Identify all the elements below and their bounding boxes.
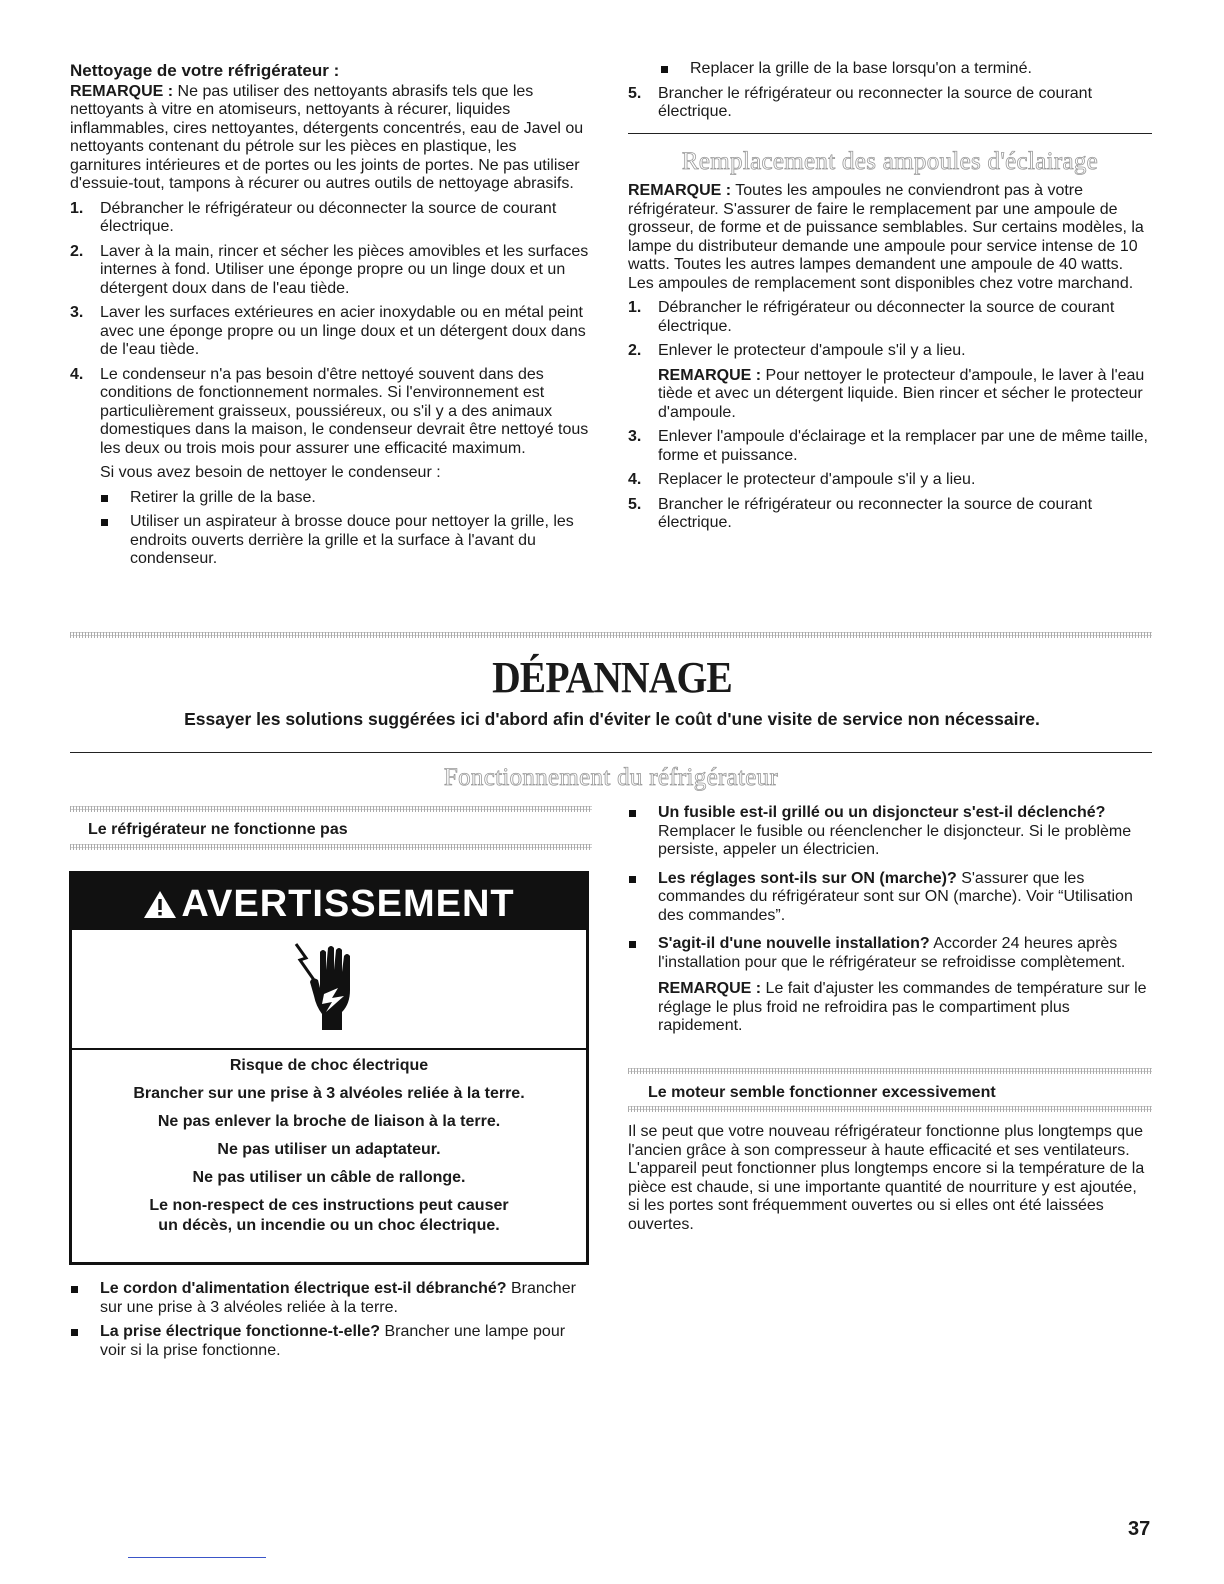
list-item: Le cordon d'alimentation électrique est-il débranché? Brancher sur une prise à 3 alvéoles reliée à la terre.	[70, 1280, 592, 1317]
cleaning-section	[70, 62, 592, 575]
warning-line: Ne pas utiliser un adaptateur.	[217, 1141, 441, 1158]
motor-paragraph: Il se peut que votre nouveau réfrigérateur fonctionne plus longtemps que l'ancien grâce à son compresseur à haute efficacité et ses ventilateurs. L'appareil peut fonctionner plus longtemps encore si la température de la pièce est chaude, si une importante quantité de nourriture y est ajoutée, si les portes sont fréquemment ouvertes ou si elles ont été laissées ouvertes.	[628, 1123, 1145, 1233]
warning-line: Ne pas enlever la broche de liaison à la terre.	[157, 1113, 501, 1130]
note-label: REMARQUE :	[628, 182, 732, 199]
warning-text	[72, 1054, 586, 1236]
subhead-not-working: Le réfrigérateur ne fonctionne pas	[88, 821, 348, 838]
warning-line: un décès, un incendie ou un choc électrique.	[158, 1217, 500, 1234]
footer-line	[128, 1557, 266, 1558]
bulb-steps	[628, 299, 1152, 533]
right-top-section	[628, 60, 1152, 128]
cleaning-steps	[70, 200, 592, 569]
list-item: Un fusible est-il grillé ou un disjoncteur s'est-il déclenché? Remplacer le fusible ou réenclencher le disjoncteur. Si le problème persiste, appeler un électricien.	[628, 804, 1152, 860]
warning-header: AVERTISSEMENT	[72, 874, 586, 930]
list-item: 4. Replacer le protecteur d'ampoule s'il y a lieu.	[628, 471, 976, 488]
dotted-divider	[628, 1068, 1152, 1074]
note-text: Toutes les ampoules ne conviendront pas à votre réfrigérateur. S'assurer de faire le remplacement par une ampoule de grosseur, de forme et de puissance semblables. Sur certains modèles, la lampe du distributeur demande une ampoule pour service intense de 10 watts. Toutes les autres lampes demandent une ampoule de 40 watts. Les ampoules de remplacement sont disponibles chez votre marchand.	[628, 182, 1144, 292]
dotted-divider	[628, 1106, 1152, 1112]
warning-icon-row	[72, 930, 586, 1048]
bulb-cover-note: REMARQUE : Pour nettoyer le protecteur d'ampoule, le laver à l'eau tiède et avec un détergent liquide. Bien rincer et sécher le protecteur d'ampoule.	[658, 366, 1145, 421]
electric-shock-hand-icon	[292, 940, 372, 1040]
dotted-divider	[70, 806, 592, 812]
note-text: Ne pas utiliser des nettoyants abrasifs tels que les nettoyants à vitre en atomiseurs, nettoyants à récurer, liquides inflammables, cires nettoyantes, détergents concentrés, eau de Javel ou nettoyants contenant du pétrole sur les pièces en plastique, les garnitures intérieures et de portes ou les joints de portes. Ne pas utiliser d'essuie-tout, tampons à récurer ou autres outils de nettoyage abrasifs.	[70, 82, 584, 192]
left-bottom-bullets	[70, 1280, 592, 1366]
divider	[72, 1048, 586, 1050]
list-item: 1. Débrancher le réfrigérateur ou déconnecter la source de courant électrique.	[628, 299, 1115, 335]
list-item: Utiliser un aspirateur à brosse douce pour nettoyer la grille, les endroits ouverts derrière la grille et la surface à l'avant du condenseur.	[100, 513, 592, 569]
section-title: Fonctionnement du réfrigérateur	[443, 764, 779, 791]
page-title: DÉPANNAGE	[492, 653, 732, 702]
list-item: Les réglages sont-ils sur ON (marche)? S'assurer que les commandes du réfrigérateur sont sur ON (marche). Voir “Utilisation des commandes”.	[628, 870, 1152, 926]
warning-line: Le non-respect de ces instructions peut causer	[149, 1197, 509, 1214]
list-item: 2. Enlever le protecteur d'ampoule s'il y a lieu. REMARQUE : Pour nettoyer le protecteur d'ampoule, le laver à l'eau tiède et avec un détergent liquide. Bien rincer et sécher le protecteur d'ampoule.	[628, 342, 1152, 422]
bulb-note	[628, 182, 1152, 293]
checklist	[628, 804, 1152, 1036]
checklist	[70, 1280, 592, 1360]
divider	[70, 752, 1152, 753]
dotted-divider	[70, 632, 1152, 638]
cleaning-heading: Nettoyage de votre réfrigérateur :	[70, 61, 340, 80]
list-item: 1. Débrancher le réfrigérateur ou déconnecter la source de courant électrique.	[70, 199, 557, 235]
warning-line: Ne pas utiliser un câble de rallonge.	[192, 1169, 466, 1186]
list-item: Replacer la grille de la base lorsqu'on a terminé.	[660, 60, 1152, 79]
divider	[628, 133, 1152, 134]
list-item: 5. Brancher le réfrigérateur ou reconnecter la source de courant électrique.	[628, 495, 1093, 531]
warning-line: Risque de choc électrique	[229, 1057, 429, 1074]
page-subtitle: Essayer les solutions suggérées ici d'abord afin d'éviter le coût d'une visite de service non nécessaire.	[184, 709, 1040, 729]
list-item: 2. Laver à la main, rincer et sécher les pièces amovibles et les surfaces internes à fond. Utiliser une éponge propre ou un linge doux et un détergent doux dans de l'eau tiède.	[70, 242, 589, 297]
list-item: 4. Le condenseur n'a pas besoin d'être nettoyé souvent dans des conditions de fonctionnement normales. Si l'environnement est particulièrement graisseux, poussiéreux, ou s'il y a des animaux domestiques dans la maison, le condenseur devrait être nettoyé tous les deux ou trois mois pour assurer une efficacité maximum. Si vous avez besoin de nettoyer le condenseur : Retirer la grille de la base. Utiliser un aspirateur à brosse douce pour nettoyer la grille, les endroits ouverts derrière la grille et la surface à l'avant du condenseur.	[70, 366, 592, 569]
cleaning-step-5	[628, 85, 1152, 122]
install-note: REMARQUE : Le fait d'ajuster les commandes de température sur le réglage le plus froid ne refroidira pas le compartiment plus rapidement.	[658, 980, 1147, 1034]
condenser-bullets	[100, 489, 592, 569]
warning-line: Brancher sur une prise à 3 alvéoles reliée à la terre.	[133, 1085, 525, 1102]
condenser-intro: Si vous avez besoin de nettoyer le condenseur :	[100, 464, 441, 481]
list-item: 3. Laver les surfaces extérieures en acier inoxydable ou en métal peint avec une éponge propre ou un linge doux et un détergent doux dans de l'eau tiède.	[70, 304, 586, 358]
list-item: Retirer la grille de la base.	[100, 489, 592, 508]
grill-bullet-list	[628, 60, 1152, 79]
list-item: 3. Enlever l'ampoule d'éclairage et la remplacer par une de même taille, forme et puissance.	[628, 428, 1148, 464]
dotted-divider	[70, 844, 592, 850]
warning-triangle-icon	[143, 889, 177, 919]
bulb-section	[628, 182, 1152, 539]
list-item: S'agit-il d'une nouvelle installation? Accorder 24 heures après l'installation pour que le réfrigérateur se refroidisse complètement. REMARQUE : Le fait d'ajuster les commandes de température sur le réglage le plus froid ne refroidira pas le compartiment plus rapidement.	[628, 935, 1152, 1036]
page-number: 37	[1128, 1518, 1151, 1540]
cleaning-note	[70, 83, 592, 194]
note-label: REMARQUE :	[70, 82, 174, 100]
bulb-section-title: Remplacement des ampoules d'éclairage	[681, 148, 1099, 175]
list-item: 5. Brancher le réfrigérateur ou reconnecter la source de courant électrique.	[628, 84, 1093, 120]
right-bottom-bullets	[628, 804, 1152, 1042]
subhead-motor: Le moteur semble fonctionner excessivement	[648, 1084, 996, 1101]
list-item: La prise électrique fonctionne-t-elle? Brancher une lampe pour voir si la prise fonctionne.	[70, 1323, 592, 1360]
warning-box	[69, 871, 589, 1265]
